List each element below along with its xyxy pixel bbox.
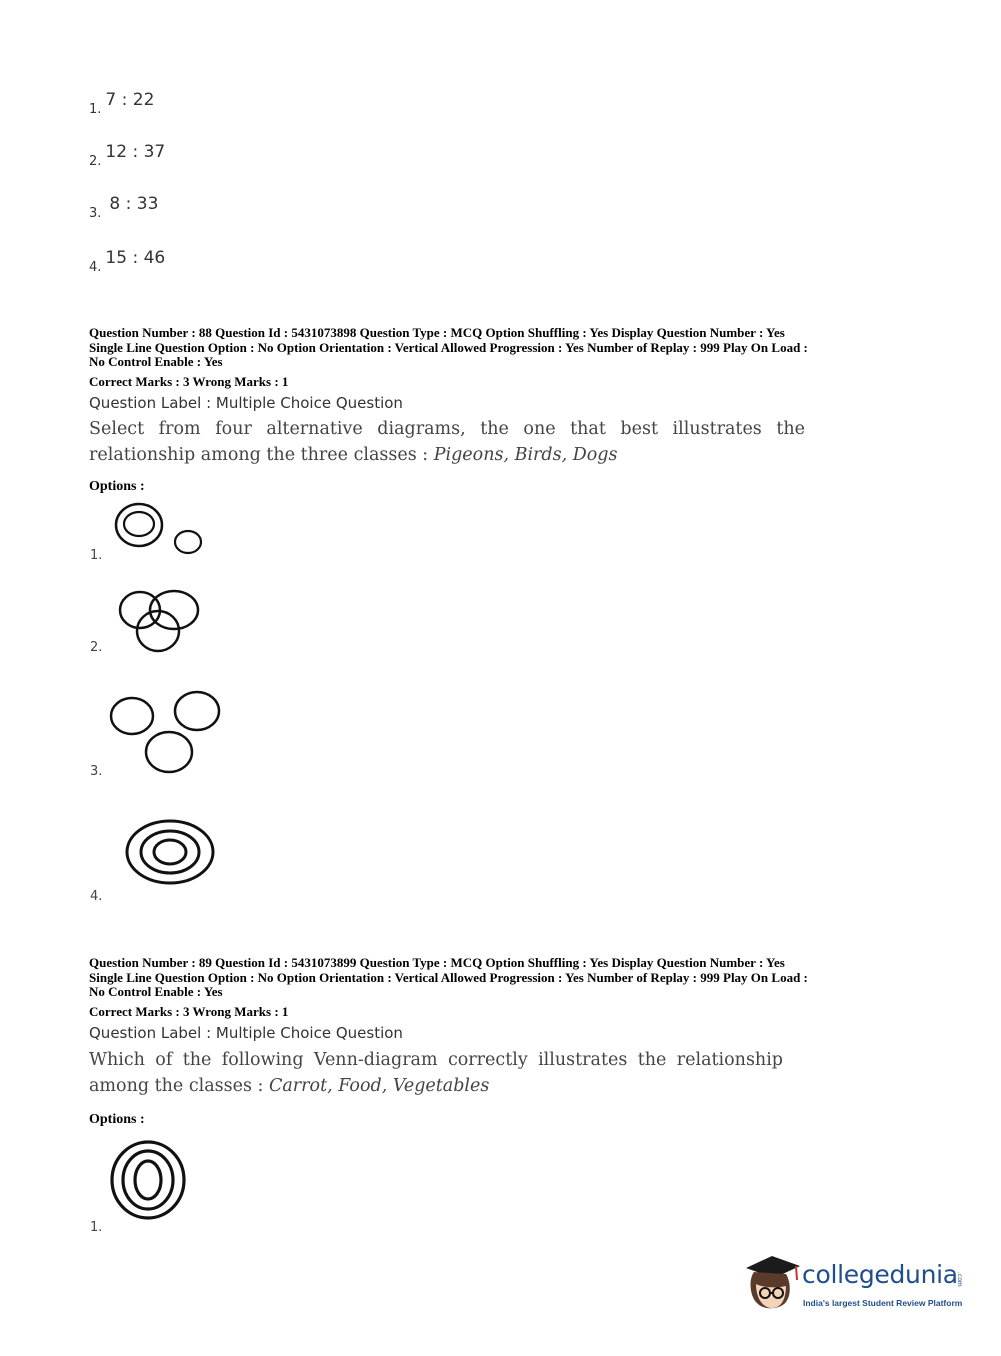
- prev-option-4: [89, 248, 166, 275]
- separate-circles-diagram: [106, 688, 226, 780]
- q89-meta-line-2: Single Line Question Option : No Option Orientation : Vertical Allowed Progression : Yes Number of Replay : 999 Play On Load :: [89, 969, 808, 985]
- prev-option-2: [89, 142, 166, 169]
- logo-domain-suffix: .com: [956, 1272, 963, 1287]
- option-value: 15 : 46: [105, 248, 166, 268]
- q89-metadata: [89, 956, 919, 1000]
- overlapping-circles-diagram: [115, 586, 205, 658]
- q88-metadata: [89, 326, 919, 370]
- circle-bottom: [146, 732, 192, 772]
- option-value: 8 : 33: [109, 194, 159, 214]
- option-number: 4.: [89, 260, 102, 275]
- q88-text-line-2: [89, 445, 617, 465]
- option-number: 1.: [90, 1220, 103, 1235]
- q89-options-heading: Options :: [89, 1112, 145, 1127]
- option-number: 4.: [90, 889, 103, 904]
- option-number: 3.: [89, 206, 102, 221]
- option-number: 1.: [90, 548, 103, 563]
- q88-text-line-1: Select from four alternative diagrams, the one that best illustrates the: [89, 419, 805, 439]
- circle-right: [175, 692, 219, 730]
- q89-meta-line-3: No Control Enable : Yes: [89, 984, 223, 999]
- prev-option-1: [89, 90, 155, 117]
- option-number: 2.: [89, 154, 102, 169]
- inner-circle: [154, 840, 186, 864]
- inner-circle: [124, 512, 154, 536]
- option-number: 3.: [90, 764, 103, 779]
- q88-question-label: Question Label : Multiple Choice Question: [89, 394, 403, 412]
- q89-text-line-2-plain: among the classes :: [89, 1076, 269, 1096]
- collegedunia-logo: [742, 1250, 972, 1316]
- q88-classes: Pigeons, Birds, Dogs: [433, 445, 618, 465]
- middle-circle: [141, 831, 199, 873]
- q88-meta-line-2: Single Line Question Option : No Option Orientation : Vertical Allowed Progression : Yes Number of Replay : 999 Play On Load :: [89, 339, 808, 355]
- q88-meta-line-3: No Control Enable : Yes: [89, 354, 223, 369]
- q89-text-line-2: [89, 1076, 489, 1096]
- outer-circle: [116, 504, 162, 546]
- logo-tagline: India's largest Student Review Platform: [803, 1298, 963, 1308]
- q89-meta-line-1: Question Number : 89 Question Id : 5431073899 Question Type : MCQ Option Shuffling : Yes Display Question Number : Yes: [89, 955, 785, 970]
- concentric-circles-diagram: [122, 818, 218, 890]
- student-mascot-icon: [742, 1250, 802, 1312]
- inner-oval: [135, 1161, 161, 1199]
- q89-text-line-1: Which of the following Venn-diagram correctly illustrates the relationship: [89, 1050, 783, 1070]
- logo-wordmark: collegedunia: [802, 1260, 958, 1289]
- option-number: 1.: [89, 102, 102, 117]
- q89-question-text: [89, 1047, 783, 1099]
- concentric-ovals-diagram: [108, 1138, 192, 1224]
- option-value: 12 : 37: [105, 142, 166, 162]
- q88-meta-line-1: Question Number : 88 Question Id : 5431073898 Question Type : MCQ Option Shuffling : Yes Display Question Number : Yes: [89, 325, 785, 340]
- q88-text-line-2-plain: relationship among the three classes :: [89, 445, 434, 465]
- circle-left: [111, 698, 153, 734]
- q89-classes: Carrot, Food, Vegetables: [268, 1076, 490, 1096]
- separate-circle: [175, 531, 201, 553]
- q89-marks: Correct Marks : 3 Wrong Marks : 1: [89, 1004, 289, 1019]
- q88-options-heading: Options :: [89, 479, 145, 494]
- q88-question-text: [89, 416, 805, 468]
- q88-marks: Correct Marks : 3 Wrong Marks : 1: [89, 374, 289, 389]
- q89-question-label: Question Label : Multiple Choice Question: [89, 1024, 403, 1042]
- option-number: 2.: [90, 640, 103, 655]
- option-value: 7 : 22: [105, 90, 155, 110]
- prev-option-3: [89, 194, 159, 221]
- concentric-pair-diagram: [110, 498, 210, 558]
